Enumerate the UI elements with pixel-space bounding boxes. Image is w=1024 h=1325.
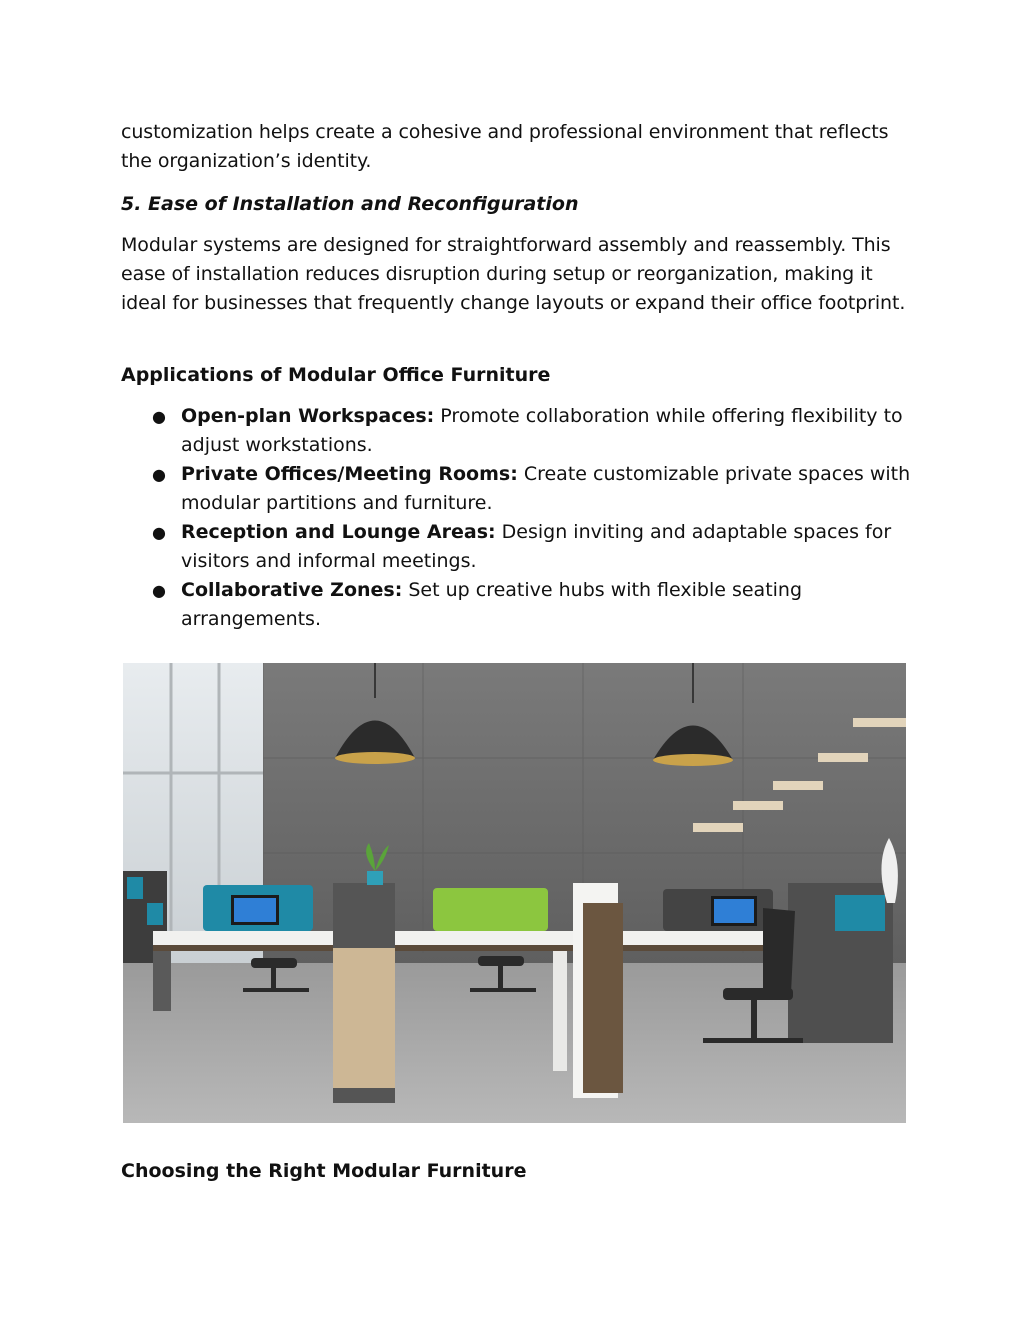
list-item-text: Create customizable private spaces with modular partitions and furniture. [181,463,911,514]
list-item-text: Design inviting and adaptable spaces for visitors and informal meetings. [181,521,892,572]
section-5-block [121,231,911,318]
applications-list [121,402,911,634]
list-item-term: Collaborative Zones: [181,579,403,601]
list-item-term: Reception and Lounge Areas: [181,521,496,543]
list-item-text: Set up creative hubs with flexible seating arrangements. [181,579,803,630]
list-item-term: Private Offices/Meeting Rooms: [181,463,518,485]
list-item-term: Open-plan Workspaces: [181,405,435,427]
intro-paragraph: customization helps create a cohesive and professional environment that reflects the organization’s identity. [121,121,889,172]
list-item-text: Promote collaboration while offering flexibility to adjust workstations. [181,405,903,456]
office-scene-illustration [123,663,906,1123]
bullet-icon: ● [152,465,166,484]
bullet-icon: ● [152,523,166,542]
office-workstation-photo [123,663,906,1123]
choosing-heading: Choosing the Right Modular Furniture [121,1160,527,1182]
list-item [121,518,911,576]
applications-heading: Applications of Modular Office Furniture [121,364,551,386]
section-5-paragraph: Modular systems are designed for straightforward assembly and reassembly. This ease of installation reduces disruption during setup or reorganization, making it ideal for businesses that frequently change layouts or expand their office footprint. [121,234,906,314]
list-item [121,576,911,634]
bullet-icon: ● [152,407,166,426]
list-item [121,402,911,460]
list-item [121,460,911,518]
section-5-heading: 5. Ease of Installation and Reconfiguration [121,193,579,215]
bullet-icon: ● [152,581,166,600]
intro-block [121,118,911,176]
